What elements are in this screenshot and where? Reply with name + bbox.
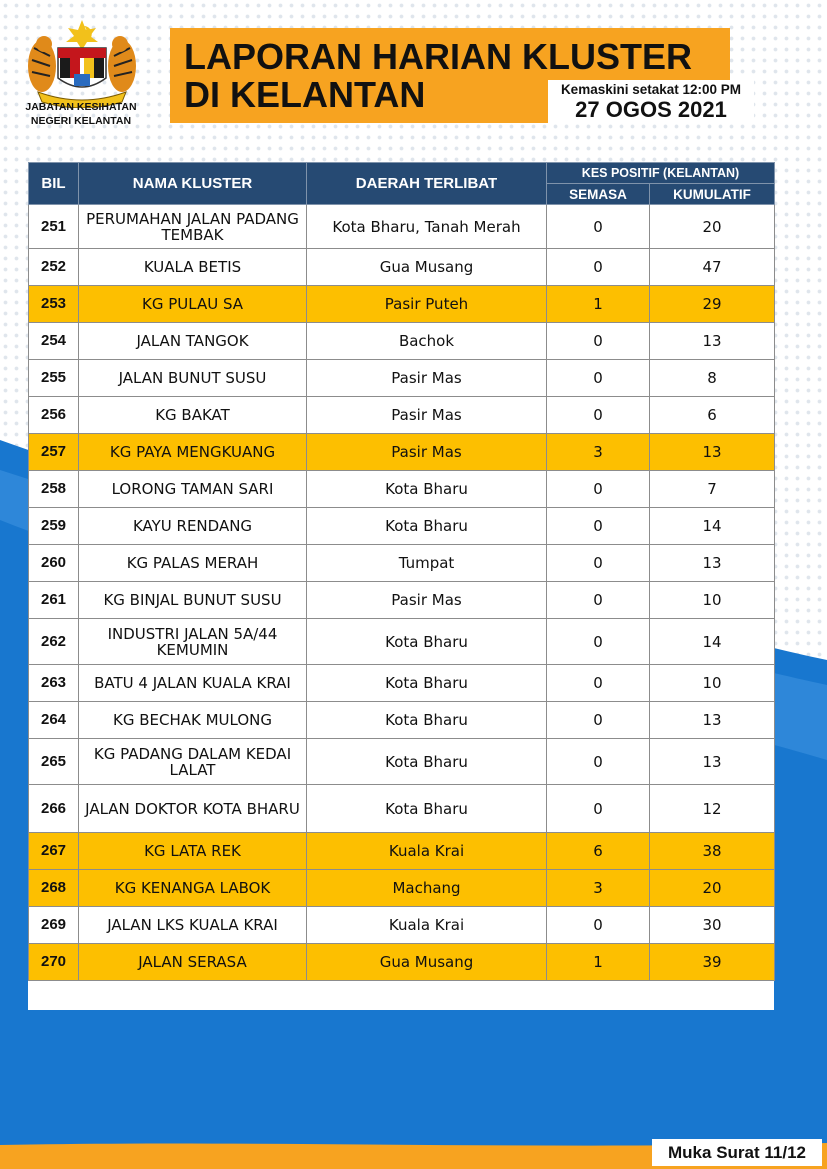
cell-daerah: Kota Bharu [307, 471, 547, 508]
cell-nama-kluster: JALAN SERASA [79, 944, 307, 981]
cell-nama-kluster: BATU 4 JALAN KUALA KRAI [79, 665, 307, 702]
cell-semasa: 0 [547, 739, 650, 785]
cell-bil: 261 [29, 582, 79, 619]
cell-bil: 254 [29, 323, 79, 360]
cell-semasa: 0 [547, 582, 650, 619]
cell-nama-kluster: KUALA BETIS [79, 249, 307, 286]
cell-semasa: 0 [547, 545, 650, 582]
report-title-line2: DI KELANTAN [184, 74, 426, 115]
table-row [29, 870, 775, 907]
cell-kumulatif: 39 [650, 944, 775, 981]
cell-kumulatif: 30 [650, 907, 775, 944]
cell-daerah: Kota Bharu [307, 619, 547, 665]
header-kes-positif: KES POSITIF (KELANTAN) [547, 163, 775, 184]
cell-semasa: 0 [547, 665, 650, 702]
cell-kumulatif: 13 [650, 545, 775, 582]
cell-daerah: Gua Musang [307, 249, 547, 286]
cell-daerah: Kota Bharu [307, 665, 547, 702]
header-kumulatif: KUMULATIF [650, 184, 775, 205]
cell-nama-kluster: INDUSTRI JALAN 5A/44 KEMUMIN [79, 619, 307, 665]
update-date: 27 OGOS 2021 [575, 97, 727, 122]
cell-semasa: 0 [547, 907, 650, 944]
cell-bil: 255 [29, 360, 79, 397]
coat-of-arms-logo [18, 18, 146, 108]
cell-semasa: 0 [547, 360, 650, 397]
cell-nama-kluster: KAYU RENDANG [79, 508, 307, 545]
cell-daerah: Pasir Mas [307, 582, 547, 619]
department-name: JABATAN KESIHATAN NEGERI KELANTAN [25, 101, 137, 127]
cell-bil: 270 [29, 944, 79, 981]
cell-bil: 253 [29, 286, 79, 323]
cell-kumulatif: 13 [650, 702, 775, 739]
cluster-table [28, 162, 775, 981]
cell-kumulatif: 10 [650, 665, 775, 702]
cell-daerah: Pasir Mas [307, 360, 547, 397]
cell-kumulatif: 13 [650, 739, 775, 785]
cell-bil: 257 [29, 434, 79, 471]
malaysia-coat-of-arms-icon [18, 18, 146, 108]
cell-semasa: 3 [547, 434, 650, 471]
cell-nama-kluster: JALAN DOKTOR KOTA BHARU [79, 785, 307, 833]
cell-nama-kluster: KG PADANG DALAM KEDAI LALAT [79, 739, 307, 785]
cell-semasa: 0 [547, 785, 650, 833]
cell-kumulatif: 14 [650, 619, 775, 665]
cell-semasa: 0 [547, 702, 650, 739]
cell-nama-kluster: KG BECHAK MULONG [79, 702, 307, 739]
cell-nama-kluster: JALAN TANGOK [79, 323, 307, 360]
table-body [29, 205, 775, 981]
cell-kumulatif: 12 [650, 785, 775, 833]
header-bil: BIL [29, 163, 79, 205]
cell-daerah: Pasir Mas [307, 434, 547, 471]
cell-bil: 266 [29, 785, 79, 833]
cell-semasa: 0 [547, 508, 650, 545]
cell-nama-kluster: KG LATA REK [79, 833, 307, 870]
cell-nama-kluster: JALAN BUNUT SUSU [79, 360, 307, 397]
cell-daerah: Kota Bharu [307, 739, 547, 785]
cell-kumulatif: 29 [650, 286, 775, 323]
cell-semasa: 0 [547, 471, 650, 508]
cell-kumulatif: 20 [650, 205, 775, 249]
cell-kumulatif: 38 [650, 833, 775, 870]
cell-kumulatif: 20 [650, 870, 775, 907]
table-row [29, 286, 775, 323]
cell-semasa: 1 [547, 286, 650, 323]
table-row [29, 397, 775, 434]
cell-semasa: 6 [547, 833, 650, 870]
cell-daerah: Bachok [307, 323, 547, 360]
cell-bil: 259 [29, 508, 79, 545]
cell-semasa: 0 [547, 205, 650, 249]
report-title-line1: LAPORAN HARIAN KLUSTER [184, 36, 692, 77]
cell-bil: 260 [29, 545, 79, 582]
header-daerah: DAERAH TERLIBAT [307, 163, 547, 205]
cell-nama-kluster: KG PAYA MENGKUANG [79, 434, 307, 471]
header-nama-kluster: NAMA KLUSTER [79, 163, 307, 205]
cell-kumulatif: 7 [650, 471, 775, 508]
update-info [548, 80, 754, 124]
table-row [29, 360, 775, 397]
cell-semasa: 3 [547, 870, 650, 907]
cell-bil: 268 [29, 870, 79, 907]
table-row [29, 205, 775, 249]
cell-daerah: Kota Bharu [307, 508, 547, 545]
cell-bil: 258 [29, 471, 79, 508]
cell-semasa: 0 [547, 323, 650, 360]
cell-kumulatif: 13 [650, 434, 775, 471]
cell-nama-kluster: KG PALAS MERAH [79, 545, 307, 582]
cell-semasa: 0 [547, 397, 650, 434]
cell-daerah: Kota Bharu, Tanah Merah [307, 205, 547, 249]
update-label: Kemaskini setakat 12:00 PM [560, 82, 742, 97]
page-number: Muka Surat 11/12 [652, 1139, 822, 1166]
cell-kumulatif: 10 [650, 582, 775, 619]
cell-kumulatif: 6 [650, 397, 775, 434]
cell-nama-kluster: PERUMAHAN JALAN PADANG TEMBAK [79, 205, 307, 249]
cell-bil: 267 [29, 833, 79, 870]
cell-bil: 263 [29, 665, 79, 702]
cell-bil: 251 [29, 205, 79, 249]
cluster-table-panel [28, 162, 774, 1010]
cell-nama-kluster: KG PULAU SA [79, 286, 307, 323]
table-row [29, 434, 775, 471]
cell-kumulatif: 47 [650, 249, 775, 286]
cell-nama-kluster: KG BINJAL BUNUT SUSU [79, 582, 307, 619]
cell-nama-kluster: JALAN LKS KUALA KRAI [79, 907, 307, 944]
table-row [29, 665, 775, 702]
table-row [29, 833, 775, 870]
cell-nama-kluster: KG BAKAT [79, 397, 307, 434]
cell-bil: 265 [29, 739, 79, 785]
cell-bil: 264 [29, 702, 79, 739]
cell-semasa: 0 [547, 619, 650, 665]
table-row [29, 582, 775, 619]
table-row [29, 249, 775, 286]
cell-daerah: Gua Musang [307, 944, 547, 981]
cell-bil: 256 [29, 397, 79, 434]
cell-nama-kluster: LORONG TAMAN SARI [79, 471, 307, 508]
cell-daerah: Kota Bharu [307, 702, 547, 739]
cell-daerah: Pasir Mas [307, 397, 547, 434]
cell-daerah: Kuala Krai [307, 907, 547, 944]
cell-bil: 269 [29, 907, 79, 944]
table-row [29, 944, 775, 981]
cell-daerah: Pasir Puteh [307, 286, 547, 323]
cell-kumulatif: 8 [650, 360, 775, 397]
cell-daerah: Tumpat [307, 545, 547, 582]
cell-kumulatif: 14 [650, 508, 775, 545]
table-row [29, 907, 775, 944]
table-row [29, 471, 775, 508]
table-row [29, 508, 775, 545]
cell-nama-kluster: KG KENANGA LABOK [79, 870, 307, 907]
cell-daerah: Machang [307, 870, 547, 907]
header-semasa: SEMASA [547, 184, 650, 205]
cell-semasa: 1 [547, 944, 650, 981]
table-row [29, 702, 775, 739]
table-row [29, 619, 775, 665]
table-row [29, 323, 775, 360]
cell-bil: 252 [29, 249, 79, 286]
cell-daerah: Kuala Krai [307, 833, 547, 870]
cell-kumulatif: 13 [650, 323, 775, 360]
table-row [29, 785, 775, 833]
table-row [29, 545, 775, 582]
table-row [29, 739, 775, 785]
cell-daerah: Kota Bharu [307, 785, 547, 833]
cell-semasa: 0 [547, 249, 650, 286]
cell-bil: 262 [29, 619, 79, 665]
